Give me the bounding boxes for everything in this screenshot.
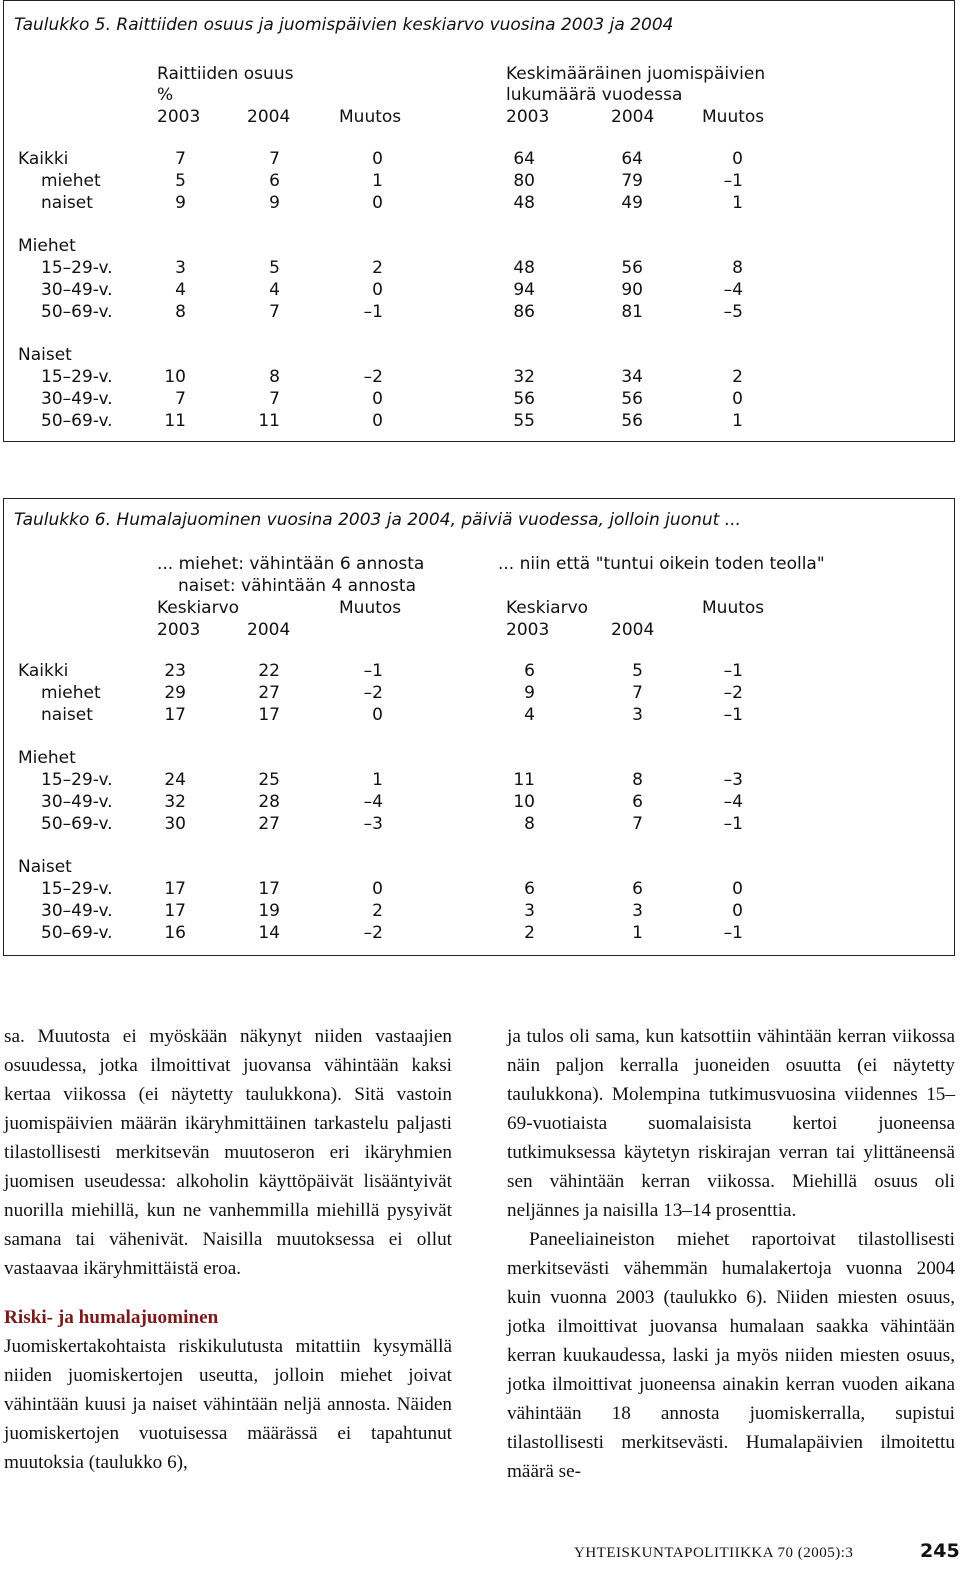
table-cell: –1 bbox=[723, 661, 743, 681]
table-cell: 56 bbox=[621, 410, 643, 431]
table-cell: –1 bbox=[723, 704, 743, 725]
row-label: 15–29-v. bbox=[41, 367, 113, 387]
table-cell: 25 bbox=[258, 770, 280, 790]
table5-change-header: Muutos bbox=[339, 107, 402, 127]
table-cell: 2 bbox=[372, 258, 383, 278]
paragraph: Juomiskertakohtaista riskikulutusta mitattiin kysymällä niiden juomiskertojen useutta, jolloin miehet joivat vähintään kuusi ja naiset vähintään neljä annosta. Näiden juomiskertojen vuotuisessa määrässä ei tapahtunut muutoksia (taulukko 6), bbox=[4, 1336, 452, 1473]
table5-year-2003-b: 2003 bbox=[506, 107, 550, 127]
table-cell: 0 bbox=[372, 149, 383, 169]
table6-year-2003-b: 2003 bbox=[506, 620, 550, 640]
table-cell: 1 bbox=[732, 192, 743, 213]
table-cell: 0 bbox=[372, 279, 383, 300]
table-cell: 27 bbox=[258, 813, 280, 834]
table-cell: 7 bbox=[632, 682, 643, 703]
row-label: naiset bbox=[41, 704, 93, 725]
table-cell: 7 bbox=[175, 388, 186, 409]
group-label: Naiset bbox=[18, 345, 72, 366]
table-cell: –5 bbox=[723, 301, 743, 322]
table-cell: 17 bbox=[258, 879, 280, 899]
table-cell: 2 bbox=[732, 367, 743, 387]
row-label: 15–29-v. bbox=[41, 770, 113, 790]
paragraph: sa. Muutosta ei myöskään näkynyt niiden vastaajien osuudessa, jotka ilmoittivat juovansa vähintään kaksi kertaa viikossa (ei näytetty taulukkona). Sitä vastoin juomispäivien määrän ikäryhmittäinen tarkastelu paljasti tilastollisesti merkitsevän muutoseron eri ikäryhmien juomisen useudessa: alkoholin käyttöpäivät lisääntyivät nuorilla miehillä, kun ne vanhemmilla miehillä pysyivät samana tai vähenivät. Naisilla muutoksessa ei ollut vastaavaa ikäryhmittäistä eroa. bbox=[4, 1026, 452, 1279]
table-cell: 7 bbox=[269, 149, 280, 169]
table-cell: –3 bbox=[723, 770, 743, 790]
table-cell: 0 bbox=[372, 704, 383, 725]
table-cell: 22 bbox=[258, 661, 280, 681]
table-cell: 10 bbox=[513, 791, 535, 812]
table-cell: 7 bbox=[269, 388, 280, 409]
table-cell: 0 bbox=[372, 879, 383, 899]
table-cell: 27 bbox=[258, 682, 280, 703]
table-cell: 2 bbox=[524, 922, 535, 943]
group-label: Miehet bbox=[18, 236, 76, 257]
table-cell: 5 bbox=[175, 170, 186, 191]
table-cell: 3 bbox=[632, 704, 643, 725]
table-cell: 1 bbox=[372, 770, 383, 790]
table-cell: 4 bbox=[524, 704, 535, 725]
table-cell: 14 bbox=[258, 922, 280, 943]
table-cell: 48 bbox=[513, 192, 535, 213]
table-cell: 4 bbox=[175, 279, 186, 300]
table-cell: 10 bbox=[164, 367, 186, 387]
row-label: 15–29-v. bbox=[41, 258, 113, 278]
table6-mean-header-b: Keskiarvo bbox=[506, 598, 589, 618]
table-cell: 11 bbox=[164, 410, 186, 431]
table6-group1-line2: naiset: vähintään 4 annosta bbox=[178, 576, 416, 596]
table6-group1-line1: ... miehet: vähintään 6 annosta bbox=[157, 554, 425, 574]
table5-caption: Taulukko 5. Raittiiden osuus ja juomispäivien keskiarvo vuosina 2003 ja 2004 bbox=[14, 15, 674, 35]
row-label: Kaikki bbox=[18, 149, 69, 169]
table-cell: 9 bbox=[175, 192, 186, 213]
table-cell: 17 bbox=[164, 900, 186, 921]
text-column-left bbox=[4, 1022, 452, 1477]
table5-year-2004-b: 2004 bbox=[611, 107, 655, 127]
table-cell: 5 bbox=[632, 661, 643, 681]
table-cell: 6 bbox=[632, 879, 643, 899]
table-cell: 1 bbox=[732, 410, 743, 431]
table-cell: –4 bbox=[723, 279, 743, 300]
table-cell: 48 bbox=[513, 258, 535, 278]
table-cell: 49 bbox=[621, 192, 643, 213]
row-label: Kaikki bbox=[18, 661, 69, 681]
table-cell: 79 bbox=[621, 170, 643, 191]
table-cell: 0 bbox=[372, 388, 383, 409]
table5-group1-unit: % bbox=[157, 85, 174, 105]
table-cell: 34 bbox=[621, 367, 643, 387]
table-cell: –2 bbox=[723, 682, 743, 703]
table-cell: 32 bbox=[164, 791, 186, 812]
table-cell: –1 bbox=[723, 813, 743, 834]
table-cell: 24 bbox=[164, 770, 186, 790]
table6-year-2004: 2004 bbox=[247, 620, 291, 640]
row-label: miehet bbox=[41, 682, 101, 703]
row-label: 30–49-v. bbox=[41, 279, 113, 300]
table6-change-header: Muutos bbox=[339, 598, 402, 618]
row-label: 50–69-v. bbox=[41, 922, 113, 943]
table-cell: 7 bbox=[632, 813, 643, 834]
table6-mean-header: Keskiarvo bbox=[157, 598, 240, 618]
table-cell: 64 bbox=[621, 149, 643, 169]
journal-name: YHTEISKUNTAPOLITIIKKA 70 (2005):3 bbox=[574, 1545, 854, 1561]
table-cell: 23 bbox=[164, 661, 186, 681]
table-cell: –1 bbox=[723, 922, 743, 943]
table-cell: 56 bbox=[621, 388, 643, 409]
table5-group2-subtitle: lukumäärä vuodessa bbox=[506, 85, 683, 105]
table-cell: –2 bbox=[363, 682, 383, 703]
table6-year-2003: 2003 bbox=[157, 620, 201, 640]
table6-change-header-b: Muutos bbox=[702, 598, 765, 618]
row-label: 15–29-v. bbox=[41, 879, 113, 899]
table-cell: 32 bbox=[513, 367, 535, 387]
table-cell: 81 bbox=[621, 301, 643, 322]
table-cell: 19 bbox=[258, 900, 280, 921]
row-label: naiset bbox=[41, 192, 93, 213]
table-cell: –4 bbox=[723, 791, 743, 812]
table-cell: 6 bbox=[524, 879, 535, 899]
table-cell: 0 bbox=[732, 388, 743, 409]
table-cell: –1 bbox=[363, 661, 383, 681]
table-cell: 56 bbox=[621, 258, 643, 278]
table-cell: 8 bbox=[732, 258, 743, 278]
table-cell: 86 bbox=[513, 301, 535, 322]
table-cell: –2 bbox=[363, 922, 383, 943]
row-label: 30–49-v. bbox=[41, 900, 113, 921]
table-cell: 8 bbox=[269, 367, 280, 387]
table-cell: 8 bbox=[524, 813, 535, 834]
table-cell: –3 bbox=[363, 813, 383, 834]
table6-group2-line1: ... niin että "tuntui oikein toden teolla" bbox=[498, 554, 825, 574]
row-label: 50–69-v. bbox=[41, 410, 113, 431]
row-label: 50–69-v. bbox=[41, 813, 113, 834]
table-cell: 0 bbox=[372, 192, 383, 213]
table5-change-header-b: Muutos bbox=[702, 107, 765, 127]
table-cell: 64 bbox=[513, 149, 535, 169]
table-cell: 0 bbox=[732, 900, 743, 921]
table-cell: 2 bbox=[372, 900, 383, 921]
table-cell: 56 bbox=[513, 388, 535, 409]
table-cell: 17 bbox=[258, 704, 280, 725]
table-cell: 11 bbox=[258, 410, 280, 431]
table5-group1-title: Raittiiden osuus bbox=[157, 64, 294, 84]
table-cell: 6 bbox=[632, 791, 643, 812]
table-cell: 29 bbox=[164, 682, 186, 703]
table-cell: 90 bbox=[621, 279, 643, 300]
group-label: Miehet bbox=[18, 748, 76, 769]
table-cell: 5 bbox=[269, 258, 280, 278]
table-cell: –2 bbox=[363, 367, 383, 387]
table-cell: 80 bbox=[513, 170, 535, 191]
row-label: 30–49-v. bbox=[41, 791, 113, 812]
table5-year-2004: 2004 bbox=[247, 107, 291, 127]
text-column-right bbox=[507, 1022, 955, 1486]
table5-year-2003: 2003 bbox=[157, 107, 201, 127]
table-cell: 9 bbox=[524, 682, 535, 703]
table-cell: 55 bbox=[513, 410, 535, 431]
table-cell: 30 bbox=[164, 813, 186, 834]
table-cell: 8 bbox=[175, 301, 186, 322]
row-label: 30–49-v. bbox=[41, 388, 113, 409]
table-cell: 0 bbox=[372, 410, 383, 431]
table-cell: 17 bbox=[164, 704, 186, 725]
page-number: 245 bbox=[920, 1540, 960, 1562]
table-cell: 1 bbox=[372, 170, 383, 191]
table-cell: 3 bbox=[632, 900, 643, 921]
table-cell: 11 bbox=[513, 770, 535, 790]
table-cell: 16 bbox=[164, 922, 186, 943]
table-cell: 7 bbox=[269, 301, 280, 322]
table-cell: 3 bbox=[524, 900, 535, 921]
table-cell: 6 bbox=[269, 170, 280, 191]
section-heading: Riski- ja humalajuominen bbox=[4, 1307, 219, 1328]
table-cell: –1 bbox=[363, 301, 383, 322]
table5-group2-title: Keskimääräinen juomispäivien bbox=[506, 64, 766, 84]
group-label: Naiset bbox=[18, 857, 72, 878]
table-cell: –4 bbox=[363, 791, 383, 812]
table-cell: 8 bbox=[632, 770, 643, 790]
table-cell: 94 bbox=[513, 279, 535, 300]
table6-year-2004-b: 2004 bbox=[611, 620, 655, 640]
table-cell: 0 bbox=[732, 879, 743, 899]
table-cell: 7 bbox=[175, 149, 186, 169]
table-cell: 9 bbox=[269, 192, 280, 213]
paragraph: Paneeliaineiston miehet raportoivat tilastollisesti merkitsevästi vähemmän humalakertoja vuonna 2004 kuin vuonna 2003 (taulukko 6). Niiden miesten osuus, jotka ilmoittivat juovansa humalaan saakka vähintään kerran kuukaudessa, laski ja myös niiden miesten osuus, jotka ilmoittivat juoneensa ainakin kerran vuoden aikana vähintään 18 annosta juomiskerralla, supistui tilastollisesti merkitsevästi. Humalapäivien ilmoitettu määrä se- bbox=[507, 1229, 955, 1482]
table-cell: 0 bbox=[732, 149, 743, 169]
paragraph: ja tulos oli sama, kun katsottiin vähintään kerran viikossa näin paljon kerralla juoneiden osuutta (ei näytetty taulukkona). Molempina tutkimusvuosina viidennes 15–69-vuotiaista suomalaisista kertoi juoneensa tutkimuksessa käytetyn riskirajan verran tai ylittäneensä sen vähintään kerran viikossa. Miehillä osuus oli neljännes ja naisilla 13–14 prosenttia. bbox=[507, 1026, 955, 1221]
table-cell: 28 bbox=[258, 791, 280, 812]
table-cell: 17 bbox=[164, 879, 186, 899]
table-cell: 3 bbox=[175, 258, 186, 278]
row-label: miehet bbox=[41, 170, 101, 191]
table-cell: 4 bbox=[269, 279, 280, 300]
table-cell: –1 bbox=[723, 170, 743, 191]
table6-caption: Taulukko 6. Humalajuominen vuosina 2003 ja 2004, päiviä vuodessa, jolloin juonut ... bbox=[14, 510, 741, 530]
table-cell: 6 bbox=[524, 661, 535, 681]
table-cell: 1 bbox=[632, 922, 643, 943]
row-label: 50–69-v. bbox=[41, 301, 113, 322]
